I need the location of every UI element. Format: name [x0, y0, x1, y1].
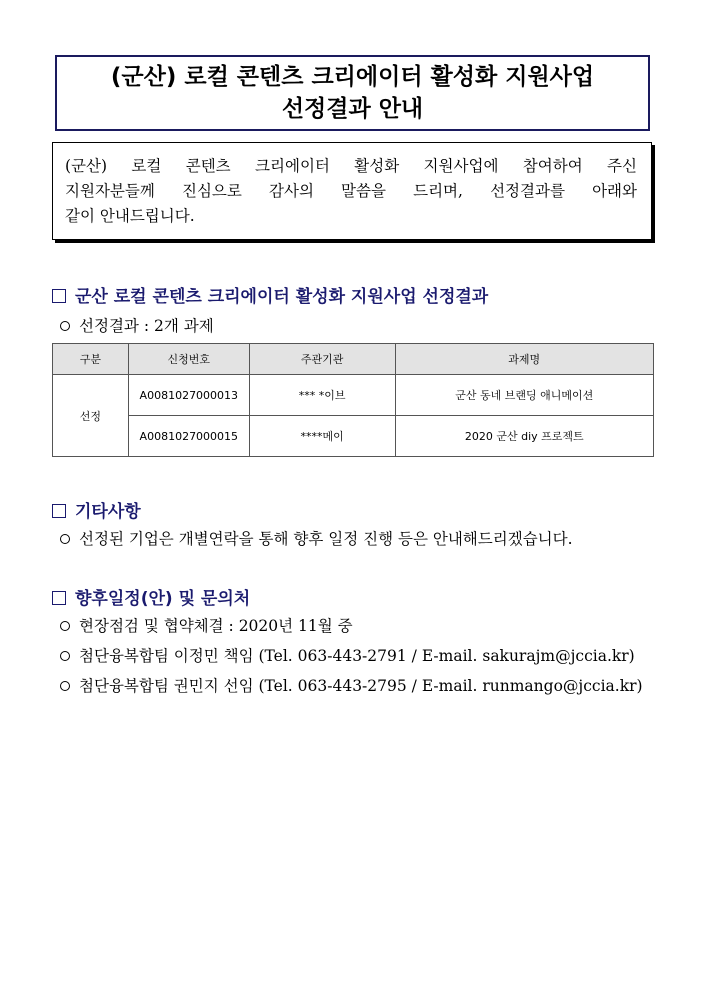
organization-cell: *** *이브 [249, 375, 395, 416]
intro-box [52, 142, 652, 240]
section-heading-results-text: 군산 로컬 콘텐츠 크리에이터 활성화 지원사업 선정결과 [75, 287, 489, 307]
checkbox-square-icon [52, 591, 66, 605]
bullet-contact-2 [60, 674, 643, 696]
bullet-contact-1-text: 첨단융복합팀 이정민 책임 (Tel. 063-443-2791 / E-mail. sakurajm@jccia.kr) [79, 647, 635, 665]
intro-line-3: 같이 안내드립니다. [65, 207, 195, 225]
bullet-contact-2-text: 첨단융복합팀 권민지 선임 (Tel. 063-443-2795 / E-mail. runmango@jccia.kr) [79, 677, 643, 695]
intro-line-1: (군산) 로컬 콘텐츠 크리에이터 활성화 지원사업에 참여하여 주신 [65, 157, 637, 175]
application-number-cell: A0081027000015 [128, 416, 249, 457]
table-row [53, 416, 654, 457]
bullet-results-count [60, 314, 214, 336]
section-heading-results [52, 282, 488, 307]
header-application-number: 신청번호 [128, 344, 249, 375]
bullet-schedule-text: 현장점검 및 협약체결 : 2020년 11월 중 [79, 617, 353, 635]
section-heading-other-text: 기타사항 [75, 502, 141, 522]
bullet-schedule [60, 614, 353, 636]
hollow-circle-icon [60, 681, 70, 691]
group-label-cell: 선정 [53, 375, 129, 457]
bullet-contact-1 [60, 644, 635, 666]
bullet-results-count-text: 선정결과 : 2개 과제 [79, 317, 214, 335]
hollow-circle-icon [60, 321, 70, 331]
checkbox-square-icon [52, 289, 66, 303]
checkbox-square-icon [52, 504, 66, 518]
document-title [55, 55, 650, 131]
application-number-cell: A0081027000013 [128, 375, 249, 416]
organization-cell: ****메이 [249, 416, 395, 457]
hollow-circle-icon [60, 621, 70, 631]
project-name-cell: 군산 동네 브랜딩 애니메이션 [395, 375, 654, 416]
title-line-2: 선정결과 안내 [281, 96, 424, 122]
section-heading-schedule-text: 향후일정(안) 및 문의처 [75, 589, 251, 609]
title-line-1: (군산) 로컬 콘텐츠 크리에이터 활성화 지원사업 [110, 64, 595, 90]
section-heading-other [52, 497, 141, 522]
section-heading-schedule [52, 584, 250, 609]
header-project-name: 과제명 [395, 344, 654, 375]
bullet-other-notice [60, 527, 573, 549]
bullet-other-notice-text: 선정된 기업은 개별연락을 통해 향후 일정 진행 등은 안내해드리겠습니다. [79, 530, 573, 548]
hollow-circle-icon [60, 534, 70, 544]
table-row [53, 375, 654, 416]
header-category: 구분 [53, 344, 129, 375]
header-organization: 주관기관 [249, 344, 395, 375]
results-table [52, 343, 654, 457]
project-name-cell: 2020 군산 diy 프로젝트 [395, 416, 654, 457]
intro-line-2: 지원자분들께 진심으로 감사의 말씀을 드리며, 선정결과를 아래와 [65, 182, 637, 200]
hollow-circle-icon [60, 651, 70, 661]
table-header-row [53, 344, 654, 375]
